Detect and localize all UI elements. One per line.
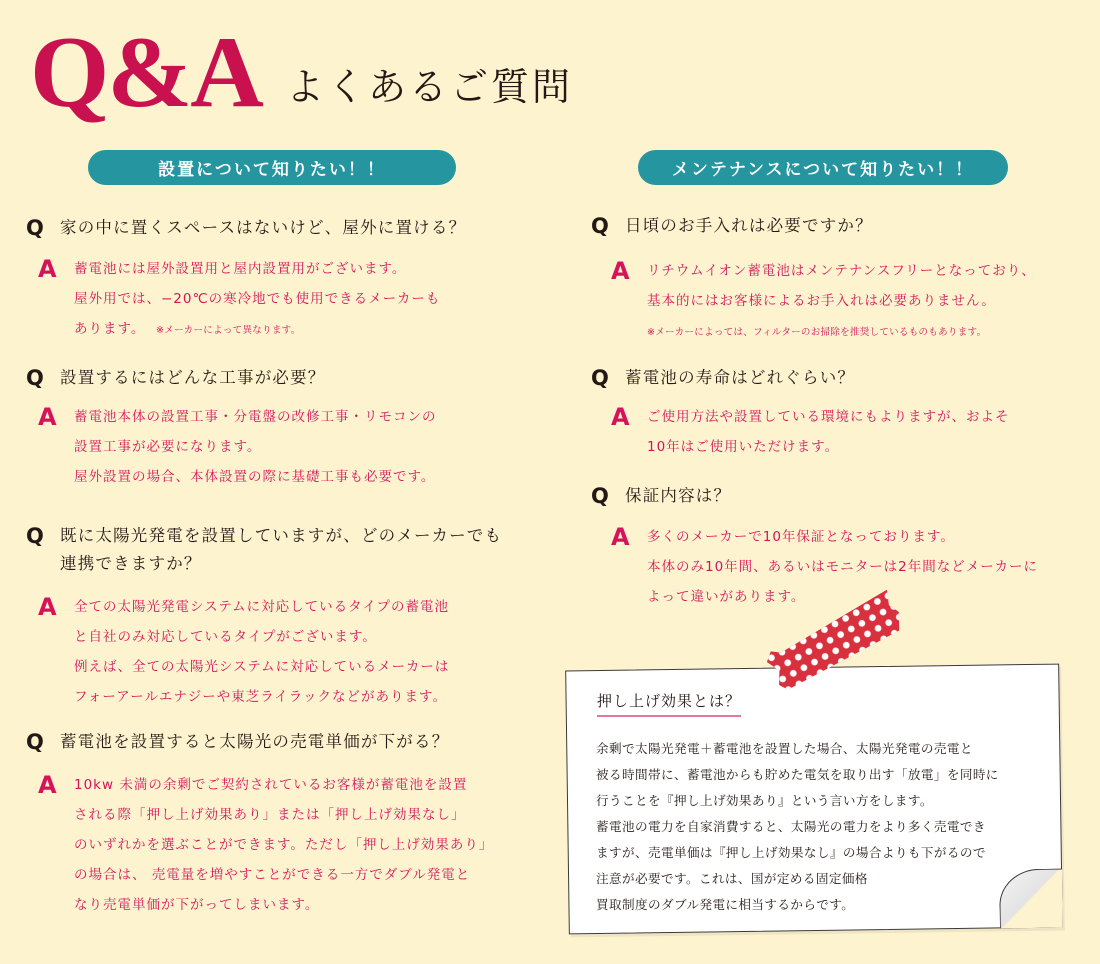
faq-question	[591, 212, 873, 240]
note-card-line: ますが、売電単価は『押し上げ効果なし』の場合よりも下がるので	[596, 845, 986, 860]
answer-line: 屋外設置の場合、本体設置の際に基礎工事も必要です。	[74, 469, 436, 485]
question-text: 既に太陽光発電を設置していますが、どのメーカーでも	[60, 526, 503, 545]
faq-question	[591, 482, 731, 510]
faq-question	[591, 364, 855, 392]
answer-line: 基本的にはお客様によるお手入れは必要ありません。	[647, 293, 996, 309]
answer-mark: A	[38, 255, 57, 283]
question-mark: Q	[26, 216, 44, 240]
answer-line: 設置工事が必要になります。	[74, 439, 262, 455]
answer-mark: A	[611, 403, 630, 431]
answer-line: 10年はご使用いただけます。	[647, 439, 840, 455]
answer-line: 蓄電池には屋外設置用と屋内設置用がございます。	[74, 261, 407, 277]
answer-line: 10kw 未満の余剰でご契約されているお客様が蓄電池を設置	[74, 777, 468, 793]
answer-line: 屋外用では、−20℃の寒冷地でも使用できるメーカーも	[74, 291, 441, 307]
faq-answer	[38, 770, 493, 920]
faq-answer	[38, 402, 437, 492]
answer-mark: A	[38, 403, 57, 431]
answer-note: ※メーカーによって異なります。	[156, 325, 301, 336]
note-card-line: 余剰で太陽光発電＋蓄電池を設置した場合、太陽光発電の売電と	[596, 741, 973, 756]
answer-line: の場合は、 売電量を増やすことができる一方でダブル発電と	[74, 867, 471, 883]
qa-logo: Q&A	[30, 16, 262, 129]
section-header-installation: 設置について知りたい！！	[88, 150, 456, 185]
answer-line: される際「押し上げ効果あり」または「押し上げ効果なし」	[74, 807, 466, 823]
answer-line: なり売電単価が下がってしまいます。	[74, 897, 320, 913]
answer-line: よって違いがあります。	[647, 589, 806, 605]
answer-line: フォーアールエナジーや東芝ライラックなどがあります。	[74, 689, 447, 705]
question-text: 日頃のお手入れは必要ですか？	[625, 216, 873, 235]
faq-question	[26, 214, 466, 242]
question-mark: Q	[591, 366, 609, 390]
question-mark: Q	[591, 484, 609, 508]
answer-line: あります。	[74, 321, 146, 337]
question-mark: Q	[26, 524, 44, 548]
answer-mark: A	[38, 593, 57, 621]
question-mark: Q	[26, 366, 44, 390]
answer-line: リチウムイオン蓄電池はメンテナンスフリーとなっており、	[647, 263, 1036, 279]
answer-mark: A	[611, 523, 630, 551]
note-card-heading: 押し上げ効果とは？	[597, 690, 741, 717]
answer-line: 多くのメーカーで10年保証となっております。	[647, 529, 955, 545]
question-text: 蓄電池を設置すると太陽光の売電単価が下がる？	[60, 732, 450, 751]
answer-line: ご使用方法や設置している環境にもよりますが、およそ	[647, 409, 1010, 425]
note-card-body	[596, 736, 1056, 918]
section-header-maintenance: メンテナンスについて知りたい！！	[638, 150, 1008, 185]
question-text: 設置するにはどんな工事が必要？	[60, 368, 326, 387]
faq-question	[26, 364, 326, 392]
note-card-line: 被る時間帯に、蓄電池からも貯めた電気を取り出す「放電」を同時に	[596, 767, 999, 782]
answer-line: 例えば、全ての太陽光システムに対応しているメーカーは	[74, 659, 450, 675]
answer-line: のいずれかを選ぶことができます。ただし「押し上げ効果あり」	[74, 837, 494, 853]
answer-mark: A	[38, 771, 57, 799]
note-card-line: 注意が必要です。これは、国が定める固定価格	[596, 871, 868, 886]
answer-line: 全ての太陽光発電システムに対応しているタイプの蓄電池	[74, 599, 449, 615]
answer-mark: A	[611, 257, 630, 285]
question-text: 保証内容は？	[625, 486, 732, 505]
question-mark: Q	[26, 730, 44, 754]
faq-answer	[611, 402, 1010, 462]
question-text: 蓄電池の寿命はどれぐらい？	[625, 368, 856, 387]
faq-answer	[611, 522, 1038, 612]
faq-answer	[38, 254, 440, 346]
answer-line: 蓄電池本体の設置工事・分電盤の改修工事・リモコンの	[74, 409, 437, 425]
answer-note: ※メーカーによっては、フィルターのお掃除を推奨しているものもあります。	[647, 327, 987, 338]
note-card-line: 蓄電池の電力を自家消費すると、太陽光の電力をより多く売電でき	[596, 819, 986, 834]
note-card-line: 行うことを『押し上げ効果あり』という言い方をします。	[596, 793, 933, 808]
question-text: 連携できますか？	[60, 554, 202, 573]
note-card-line: 買取制度のダブル発電に相当するからです。	[596, 897, 855, 912]
answer-line: 本体のみ10年間、あるいはモニターは2年間などメーカーに	[647, 559, 1038, 575]
faq-question	[26, 728, 449, 756]
faq-question	[26, 522, 502, 578]
faq-answer	[611, 256, 1036, 348]
question-text: 家の中に置くスペースはないけど、屋外に置ける？	[60, 218, 467, 237]
answer-line: と自社のみ対応しているタイプがございます。	[74, 629, 377, 645]
faq-answer	[38, 592, 449, 712]
question-mark: Q	[591, 214, 609, 238]
page-title: よくあるご質問	[286, 65, 574, 109]
